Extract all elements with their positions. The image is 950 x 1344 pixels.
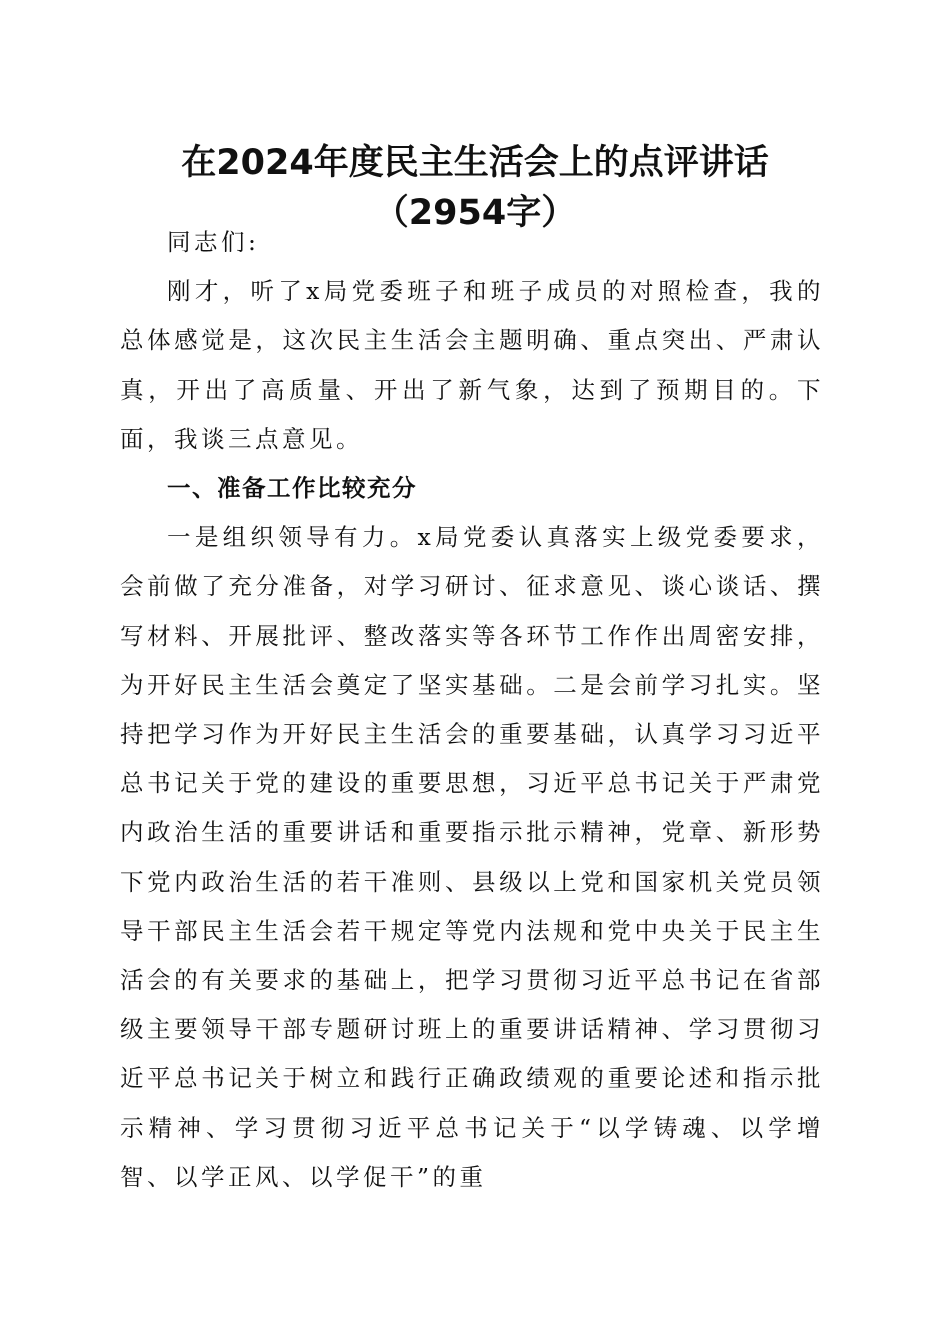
opening-paragraph: 刚才，听了x局党委班子和班子成员的对照检查，我的总体感觉是，这次民主生活会主题明确、重点突出、严肃认真，开出了高质量、开出了新气象，达到了预期目的。下面，我谈三点意见。 — [120, 277, 824, 453]
document-title: 在2024年度民主生活会上的点评讲话（2954字） — [181, 143, 769, 233]
salutation: 同志们: — [167, 228, 260, 256]
document-body — [120, 218, 824, 1202]
section-heading-1: 一、准备工作比较充分 — [167, 474, 417, 503]
section-1-paragraph: 一是组织领导有力。x局党委认真落实上级党委要求，会前做了充分准备，对学习研讨、征求意见、谈心谈话、撰写材料、开展批评、整改落实等各环节工作作出周密安排，为开好民主生活会奠定了坚实基础。二是会前学习扎实。坚持把学习作为开好民主生活会的重要基础，认真学习习近平总书记关于党的建设的重要思想，习近平总书记关于严肃党内政治生活的重要讲话和重要指示批示精神，党章、新形势下党内政治生活的若干准则、县级以上党和国家机关党员领导干部民主生活会若干规定等党内法规和党中央关于民主生活会的有关要求的基础上，把学习贯彻习近平总书记在省部级主要领导干部专题研讨班上的重要讲话精神、学习贯彻习近平总书记关于树立和践行正确政绩观的重要论述和指示批示精神、学习贯彻习近平总书记关于“以学铸魂、以学增智、以学正风、以学促干”的重 — [120, 523, 824, 1191]
